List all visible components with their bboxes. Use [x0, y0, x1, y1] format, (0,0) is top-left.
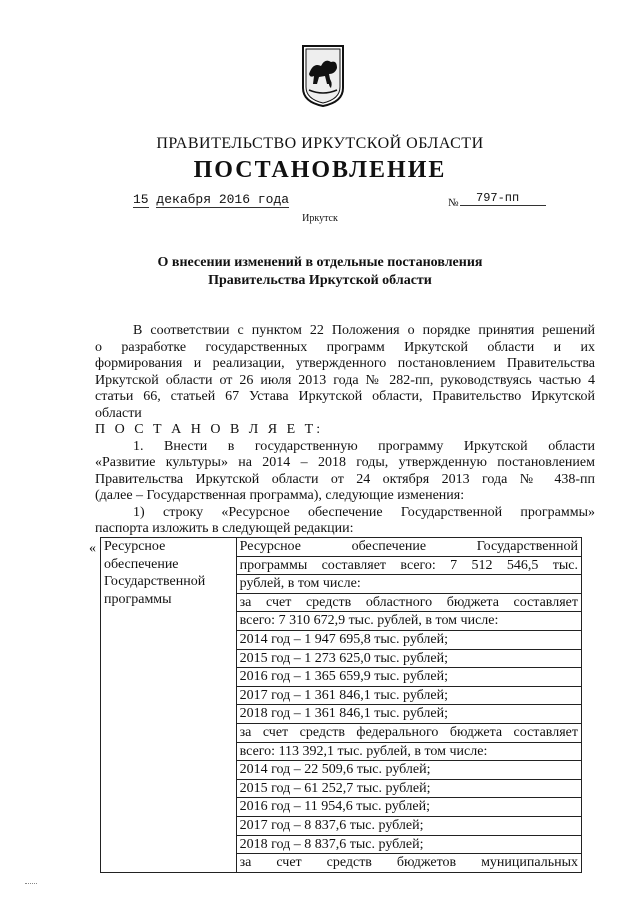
scan-mark: [25, 883, 37, 885]
table-row: [101, 538, 582, 873]
label-line: обеспечение: [104, 556, 179, 572]
document-subject: [120, 254, 520, 290]
value-line: 2015 год – 1 273 625,0 тыс. рублей;: [237, 650, 581, 669]
value-line: 2017 год – 8 837,6 тыс. рублей;: [237, 817, 581, 836]
value-line: 2014 год – 1 947 695,8 тыс. рублей;: [237, 631, 581, 650]
value-line: 2016 год – 11 954,6 тыс. рублей;: [237, 798, 581, 817]
value-line: 2014 год – 22 509,6 тыс. рублей;: [237, 761, 581, 780]
value-line: за счет средств бюджетов муниципальных: [239, 855, 578, 871]
label-line: Государственной: [104, 574, 206, 590]
value-line: Ресурсное обеспечение Государственной: [237, 538, 581, 557]
preamble-line: о разработке государственных программ Иркутской области и их: [95, 339, 595, 355]
value-line: 2015 год – 61 252,7 тыс. рублей;: [237, 780, 581, 799]
value-line: всего: 7 310 672,9 тыс. рублей, в том числе:: [237, 612, 581, 631]
item1-line: 1. Внести в государственную программу Иркутской области: [133, 438, 595, 454]
value-line: за счет средств областного бюджета составляет: [237, 594, 581, 613]
subject-line-2: Правительства Иркутской области: [208, 273, 432, 288]
number-label: №: [448, 197, 459, 209]
government-name: ПРАВИТЕЛЬСТВО ИРКУТСКОЙ ОБЛАСТИ: [156, 135, 484, 152]
value-line: программы составляет всего: 7 512 546,5 тыс.: [237, 557, 581, 576]
resource-value-cell: [236, 538, 581, 873]
value-line: 2018 год – 8 837,6 тыс. рублей;: [237, 836, 581, 855]
preamble-line: формирования и реализации, утвержденного постановлением Правительства: [95, 356, 595, 371]
item1-1-line: 1) строку «Ресурсное обеспечение Государственной программы»: [133, 504, 595, 520]
subject-line-1: О внесении изменений в отдельные постановления: [157, 255, 483, 270]
city-name: Иркутск: [302, 213, 338, 224]
resource-table: [100, 537, 582, 873]
value-line: всего: 113 392,1 тыс. рублей, в том числе:: [237, 743, 581, 762]
document-body: [95, 323, 595, 538]
value-line: рублей, в том числе:: [237, 575, 581, 594]
resolves-heading: П О С Т А Н О В Л Я Е Т:: [95, 422, 324, 437]
item1-line: Правительства Иркутской области от 24 октября 2013 года № 438-пп: [95, 471, 595, 487]
document-date: [133, 192, 289, 208]
document-type: ПОСТАНОВЛЕНИЕ: [193, 157, 447, 183]
label-line: Ресурсное: [104, 539, 166, 554]
preamble-line: В соответствии с пунктом 22 Положения о порядке принятия решений: [133, 323, 595, 338]
item1-line: «Развитие культуры» на 2014 – 2018 годы, утвержденную постановлением: [95, 455, 595, 470]
document-number: 797-пп: [460, 191, 546, 206]
date-day: 15: [133, 192, 149, 207]
coat-of-arms-icon: [301, 44, 345, 108]
resource-label-cell: [101, 538, 237, 873]
date-month-year: декабря 2016 года: [156, 192, 290, 207]
value-line: 2017 год – 1 361 846,1 тыс. рублей;: [237, 687, 581, 706]
label-line: программы: [104, 591, 172, 607]
item1-1-line: паспорта изложить в следующей редакции:: [95, 521, 354, 536]
preamble-line: области: [95, 405, 142, 421]
opening-quote: «: [89, 541, 96, 556]
value-line: за счет средств федерального бюджета составляет: [237, 724, 581, 743]
value-line: 2018 год – 1 361 846,1 тыс. рублей;: [237, 705, 581, 724]
preamble-line: Иркутской области от 26 июля 2013 года № 282-пп, руководствуясь частью 4: [95, 372, 595, 388]
item1-line: (далее – Государственная программа), следующие изменения:: [95, 488, 465, 503]
preamble-line: статьи 66, статьей 67 Устава Иркутской области, Правительство Иркутской: [95, 389, 595, 404]
value-line: 2016 год – 1 365 659,9 тыс. рублей;: [237, 668, 581, 687]
